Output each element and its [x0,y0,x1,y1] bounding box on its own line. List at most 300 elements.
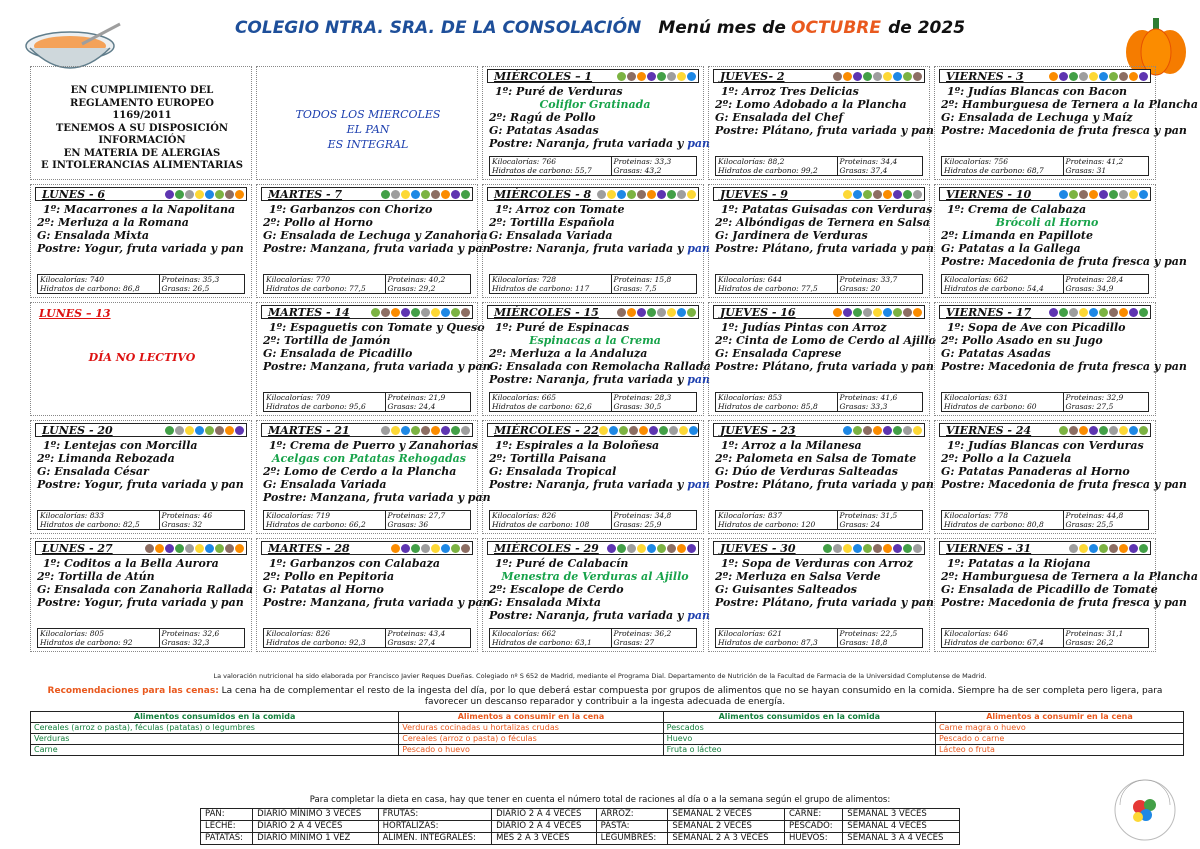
kcal-value: Kilocalorías: 833 [38,511,160,520]
allergen-icon [195,544,204,553]
dish-line: 2º: Tortilla Paisana [489,452,607,465]
wholegrain-bread-text: pan [687,478,711,491]
dish-line: 1º: Macarrones a la Napolitana [43,203,236,216]
day-header [487,305,699,319]
catering-logo [1110,775,1180,845]
day-header [261,305,473,319]
allergen-icon [609,426,618,435]
bread-notice-text [257,107,479,152]
fat-value: Grasas: 34,9 [1065,284,1114,293]
kcal-value: Kilocalorías: 826 [490,511,612,520]
protein-value: Proteinas: 40,2 [387,275,446,284]
day-name: MIÉRCOLES - 15 [494,305,599,319]
allergen-icon [1129,544,1138,553]
dish-line: Postre: Manzana, fruta variada y pan [263,242,491,255]
allergen-icons [599,426,700,435]
nutrition-box [37,510,245,530]
allergen-icon [205,426,214,435]
nutrition-box [941,510,1149,530]
fat-value: Grasas: 30,5 [613,402,662,411]
day-cell [934,538,1199,652]
bread-notice-cell [256,66,478,180]
day-dishes [489,85,711,150]
kcal-value: Kilocalorías: 766 [490,157,612,166]
day-name: MARTES - 28 [268,541,350,555]
portion-freq: SEMANAL 4 VECES [843,821,960,833]
allergen-icon [659,426,668,435]
day-cell [934,66,1199,180]
allergen-icon [235,426,244,435]
dish-line: 1º: Patatas a la Riojana [947,557,1091,570]
day-name: JUEVES - 23 [720,423,796,437]
fat-value: Grasas: 37,4 [839,166,888,175]
allergen-icons [165,190,246,199]
allergen-icon [617,72,626,81]
allergen-icon [205,544,214,553]
day-dishes [715,85,934,137]
day-cell [708,302,936,416]
allergen-icon [657,72,666,81]
dish-line: Postre: Plátano, fruta variada y pan [715,360,934,373]
day-dishes [715,439,934,491]
allergen-icon [1109,72,1118,81]
fat-value: Grasas: 32,3 [161,638,210,647]
allergen-icon [629,426,638,435]
dish-line: 2º: Lomo de Cerdo a la Plancha [263,465,457,478]
allergen-icon [893,426,902,435]
day-dishes [941,321,1187,373]
dish-line: 2º: Lomo Adobado a la Plancha [715,98,907,111]
protein-value: Proteinas: 34,8 [613,511,672,520]
nutrition-box [715,156,923,176]
allergen-icon [1109,190,1118,199]
dish-line: G: Patatas Asadas [941,347,1051,360]
dish-line: 1º: Garbanzos con Calabaza [269,557,441,570]
allergen-icon [431,544,440,553]
allergen-icon [165,544,174,553]
day-cell [708,538,934,652]
dish-line: G: Dúo de Verduras Salteadas [715,465,898,478]
allergen-icon [863,72,872,81]
nutrition-box [489,628,697,648]
day-dishes [37,439,249,491]
carbs-value: Hidratos de carbono: 60 [942,402,1064,411]
dish-line: G: Ensalada con Zanahoria Rallada [37,583,254,596]
carbs-value: Hidratos de carbono: 86,8 [38,284,160,293]
allergen-icon [431,190,440,199]
allergen-icons [833,308,924,317]
allergen-icon [687,308,696,317]
allergen-icons [1049,308,1150,317]
allergen-icon [883,190,892,199]
allergen-icon [883,72,892,81]
day-header [939,541,1151,555]
allergen-icon [599,426,608,435]
dinner-table-cell: Carne [31,745,399,756]
portion-food: PATATAS: [201,833,253,845]
allergen-icon [913,308,922,317]
dish-line [489,478,711,491]
protein-value: Proteinas: 33,7 [839,275,898,284]
allergen-icon [451,308,460,317]
allergen-icon [411,308,420,317]
dish-line: Postre: Macedonia de fruta fresca y pan [941,255,1187,268]
allergen-icon [1129,426,1138,435]
dish-line: Acelgas con Patatas Rehogadas [272,452,466,465]
day-dishes [263,321,491,373]
allergen-icon [617,190,626,199]
dinner-table-cell: Cereales (arroz o pasta) o féculas [399,734,663,745]
dish-line: Postre: Plátano, fruta variada y pan [715,478,934,491]
day-cell [482,302,711,416]
dish-line: G: Ensalada Variada [263,478,387,491]
allergen-icon [1129,308,1138,317]
portion-freq: DIARIO 2 A 4 VECES [492,809,597,821]
allergen-icon [853,544,862,553]
portion-freq: DIARIO MÍNIMO 1 VEZ [253,833,378,845]
allergen-icon [391,544,400,553]
allergen-icon [1139,544,1148,553]
dinner-table-cell: Pescado o huevo [399,745,663,756]
protein-value: Proteinas: 32,6 [161,629,220,638]
allergen-icon [667,544,676,553]
carbs-value: Hidratos de carbono: 108 [490,520,612,529]
allergen-icon [215,544,224,553]
dish-line: 1º: Sopa de Ave con Picadillo [947,321,1126,334]
dish-line: 1º: Sopa de Verduras con Arroz [721,557,914,570]
portion-freq: SEMANAL 3 A 4 VECES [843,833,960,845]
dish-line [489,609,711,622]
allergen-icons [371,308,472,317]
dish-line: 2º: Pollo Asado en su Jugo [941,334,1103,347]
protein-value: Proteinas: 22,5 [839,629,898,638]
kcal-value: Kilocalorías: 805 [38,629,160,638]
carbs-value: Hidratos de carbono: 68,7 [942,166,1064,175]
portion-freq: MES 2 A 3 VECES [492,833,597,845]
dish-line: G: Ensalada Mixta [489,596,602,609]
allergen-icon [225,544,234,553]
wholegrain-bread-text: pan [687,609,711,622]
allergen-icon [145,544,154,553]
allergy-notice-cell [30,66,252,180]
holiday-label: DÍA NO LECTIVO [88,351,196,364]
day-dishes [941,85,1199,137]
fat-value: Grasas: 20 [839,284,881,293]
allergen-icon [1089,308,1098,317]
day-cell [256,302,491,416]
allergen-icon [619,426,628,435]
dish-line: G: Ensalada Tropical [489,465,617,478]
dinner-table-header: Alimentos a consumir en la cena [935,712,1183,723]
allergen-icon [903,308,912,317]
day-dishes [489,321,711,386]
dish-line: 1º: Espaguetis con Tomate y Queso [269,321,485,334]
dish-line: 2º: Merluza a la Andaluza [489,347,648,360]
day-header [713,69,925,83]
allergen-icon [647,308,656,317]
allergen-icon [1059,72,1068,81]
dish-line: G: Ensalada del Chef [715,111,844,124]
allergen-icon [1139,426,1148,435]
allergen-icon [195,190,204,199]
allergen-icon [903,544,912,553]
kcal-value: Kilocalorías: 88,2 [716,157,838,166]
day-dishes [263,203,491,255]
dish-line: 1º: Judías Pintas con Arroz [721,321,887,334]
allergen-icon [1139,72,1148,81]
allergen-icon [627,544,636,553]
dinner-table-cell: Lácteo o fruta [935,745,1183,756]
allergen-icons [165,426,246,435]
nutrition-box [263,274,471,294]
allergen-icon [401,308,410,317]
allergen-icon [411,426,420,435]
day-name: VIERNES - 10 [946,187,1032,201]
nutrition-box [941,274,1149,294]
dish-line: 1º: Lentejas con Morcilla [43,439,198,452]
allergen-icon [1099,426,1108,435]
allergen-icon [175,190,184,199]
allergy-notice-line: 1169/2011 [112,110,172,121]
allergen-icon [1079,426,1088,435]
dish-line: 1º: Judías Blancas con Bacon [947,85,1128,98]
allergen-icon [411,544,420,553]
protein-value: Proteinas: 41,2 [1065,157,1124,166]
allergen-icon [1089,190,1098,199]
day-name: VIERNES - 17 [946,305,1032,319]
protein-value: Proteinas: 44,8 [1065,511,1124,520]
protein-value: Proteinas: 28,4 [1065,275,1124,284]
day-header [35,541,247,555]
allergen-icon [235,544,244,553]
day-name: MIÉRCOLES - 8 [494,187,592,201]
day-dishes [489,439,711,491]
day-name: JUEVES- 2 [720,69,785,83]
day-name: JUEVES - 9 [720,187,788,201]
dish-line: 1º: Espirales a la Boloñesa [495,439,660,452]
carbs-value: Hidratos de carbono: 66,2 [264,520,386,529]
dish-line [489,373,711,386]
portion-food: PAN: [201,809,253,821]
allergen-icon [1139,190,1148,199]
allergen-icon [843,308,852,317]
allergen-icon [1069,544,1078,553]
allergen-icon [833,72,842,81]
day-name: JUEVES - 30 [720,541,796,555]
fat-value: Grasas: 26,5 [161,284,210,293]
dish-line: 2º: Limanda en Papillote [941,229,1093,242]
allergen-icon [381,308,390,317]
allergen-icon [215,190,224,199]
allergen-icon [225,190,234,199]
carbs-value: Hidratos de carbono: 117 [490,284,612,293]
bread-notice-line: ES INTEGRAL [327,138,409,151]
allergen-icon [833,308,842,317]
fat-value: Grasas: 26,2 [1065,638,1114,647]
dish-line: Postre: Plátano, fruta variada y pan [715,242,934,255]
holiday-cell [30,302,252,416]
allergen-icon [687,190,696,199]
dish-line: G: Ensalada Caprese [715,347,842,360]
allergen-icon [607,544,616,553]
allergen-icon [1099,190,1108,199]
dinner-table-cell: Verduras [31,734,399,745]
allergy-notice-line: EN MATERIA DE ALERGIAS [63,147,221,159]
day-name: LUNES - 27 [42,541,113,555]
allergen-icon [1079,308,1088,317]
allergen-icon [371,308,380,317]
allergen-icon [863,426,872,435]
allergen-icon [1049,308,1058,317]
allergen-icon [1139,308,1148,317]
allergen-icon [185,426,194,435]
allergen-icon [913,544,922,553]
dish-line: Postre: Manzana, fruta variada y pan [263,596,491,609]
allergen-icon [843,72,852,81]
allergen-icons [381,426,472,435]
allergen-icons [597,190,698,199]
kcal-value: Kilocalorías: 662 [490,629,612,638]
allergen-icon [421,308,430,317]
day-cell [30,184,252,298]
allergen-icon [1069,72,1078,81]
allergy-notice-text [31,85,253,173]
carbs-value: Hidratos de carbono: 63,1 [490,638,612,647]
portions-table [200,808,960,845]
allergen-icon [451,190,460,199]
portion-food: ALIMEN. INTEGRALES: [378,833,491,845]
day-header [261,541,473,555]
dish-line: Postre: Macedonia de fruta fresca y pan [941,360,1187,373]
allergen-icon [441,308,450,317]
allergen-icon [823,544,832,553]
allergen-icon [853,72,862,81]
dish-line: 2º: Pollo al Horno [263,216,373,229]
allergen-icon [893,72,902,81]
dish-line: 1º: Puré de Calabacín [495,557,629,570]
allergen-icon [1069,190,1078,199]
allergen-icon [853,426,862,435]
allergen-icon [441,190,450,199]
portion-freq: SEMANAL 2 VECES [668,821,785,833]
allergen-icon [381,190,390,199]
allergen-icon [667,308,676,317]
day-name: LUNES - 6 [42,187,105,201]
day-name: MARTES - 14 [268,305,350,319]
allergen-icon [863,190,872,199]
day-dishes [715,203,934,255]
portion-freq: SEMANAL 3 VECES [843,809,960,821]
dish-line: Postre: Macedonia de fruta fresca y pan [941,478,1187,491]
dish-line: Postre: Macedonia de fruta fresca y pan [941,596,1187,609]
recommendations-label: Recomendaciones para las cenas: [47,686,219,696]
allergen-icons [145,544,246,553]
carbs-value: Hidratos de carbono: 95,6 [264,402,386,411]
day-name: VIERNES - 24 [946,423,1032,437]
day-name: JUEVES - 16 [720,305,796,319]
allergen-icon [1119,308,1128,317]
dish-line [489,242,711,255]
carbs-value: Hidratos de carbono: 67,4 [942,638,1064,647]
portion-freq: DIARIO MÍNIMO 3 VECES [253,809,378,821]
allergen-icon [421,544,430,553]
portion-food: ARROZ: [596,809,668,821]
dish-line: G: Patatas a la Gallega [941,242,1081,255]
dinner-table-header: Alimentos consumidos en la comida [31,712,399,723]
kcal-value: Kilocalorías: 756 [942,157,1064,166]
allergen-icon [235,190,244,199]
allergen-icon [853,308,862,317]
allergen-icon [677,190,686,199]
protein-value: Proteinas: 33,3 [613,157,672,166]
kcal-value: Kilocalorías: 644 [716,275,838,284]
bread-notice-line: EL PAN [346,123,390,136]
carbs-value: Hidratos de carbono: 54,4 [942,284,1064,293]
dish-line: Postre: Manzana, fruta variada y pan [263,491,491,504]
dish-line: Coliflor Gratinada [539,98,651,111]
kcal-value: Kilocalorías: 719 [264,511,386,520]
day-name: LUNES - 20 [42,423,113,437]
dinner-table-header: Alimentos consumidos en la comida [663,712,935,723]
day-header [261,187,473,201]
bread-notice-line: TODOS LOS MIERCOLES [295,108,441,121]
dish-line: 2º: Tortilla de Jamón [263,334,391,347]
protein-value: Proteinas: 31,1 [1065,629,1124,638]
fat-value: Grasas: 32 [161,520,203,529]
allergen-icon [687,544,696,553]
allergen-icon [637,308,646,317]
day-dishes [941,439,1187,491]
allergen-icon [873,544,882,553]
dish-line [489,137,711,150]
portion-food: LECHE: [201,821,253,833]
carbs-value: Hidratos de carbono: 77,5 [264,284,386,293]
day-cell [256,184,491,298]
carbs-value: Hidratos de carbono: 85,8 [716,402,838,411]
allergen-icon [637,72,646,81]
kcal-value: Kilocalorías: 631 [942,393,1064,402]
day-header [713,305,925,319]
day-header [713,423,925,437]
nutrition-box [941,628,1149,648]
allergen-icon [667,72,676,81]
allergen-icon [1059,426,1068,435]
dish-line: 1º: Arroz a la Milanesa [721,439,862,452]
nutrition-box [941,392,1149,412]
day-name: VIERNES - 31 [946,541,1032,555]
nutrition-box [715,628,923,648]
dish-line: 1º: Arroz Tres Delicias [721,85,859,98]
allergy-notice-line: REGLAMENTO EUROPEO [70,97,214,109]
allergen-icon [421,190,430,199]
nutrition-box [263,510,471,530]
recommendations-text: La cena ha de complementar el resto de la ingesta del día, por lo que deberá estar compuesta por grupos de alimentos que no se hayan consumido en la comida. Siempre ha de ser completa pero ligera, para favorecer un descanso reparador y contribuir a la ingesta adecuada de energía. [221,686,1163,707]
allergen-icon [1119,426,1128,435]
dish-line: 1º: Patatas Guisadas con Verduras [721,203,933,216]
dish-line: 1º: Crema de Calabaza [947,203,1087,216]
portion-freq: SEMANAL 2 A 3 VECES [668,833,785,845]
allergen-icon [175,426,184,435]
allergen-icons [391,544,472,553]
allergen-icons [823,544,924,553]
dish-line: 2º: Tortilla Española [489,216,615,229]
allergen-icon [637,190,646,199]
allergen-icon [647,72,656,81]
day-cell [30,420,252,534]
allergen-icon [1089,544,1098,553]
day-header [939,69,1151,83]
dish-text: Postre: Naranja, fruta variada y [489,137,688,150]
